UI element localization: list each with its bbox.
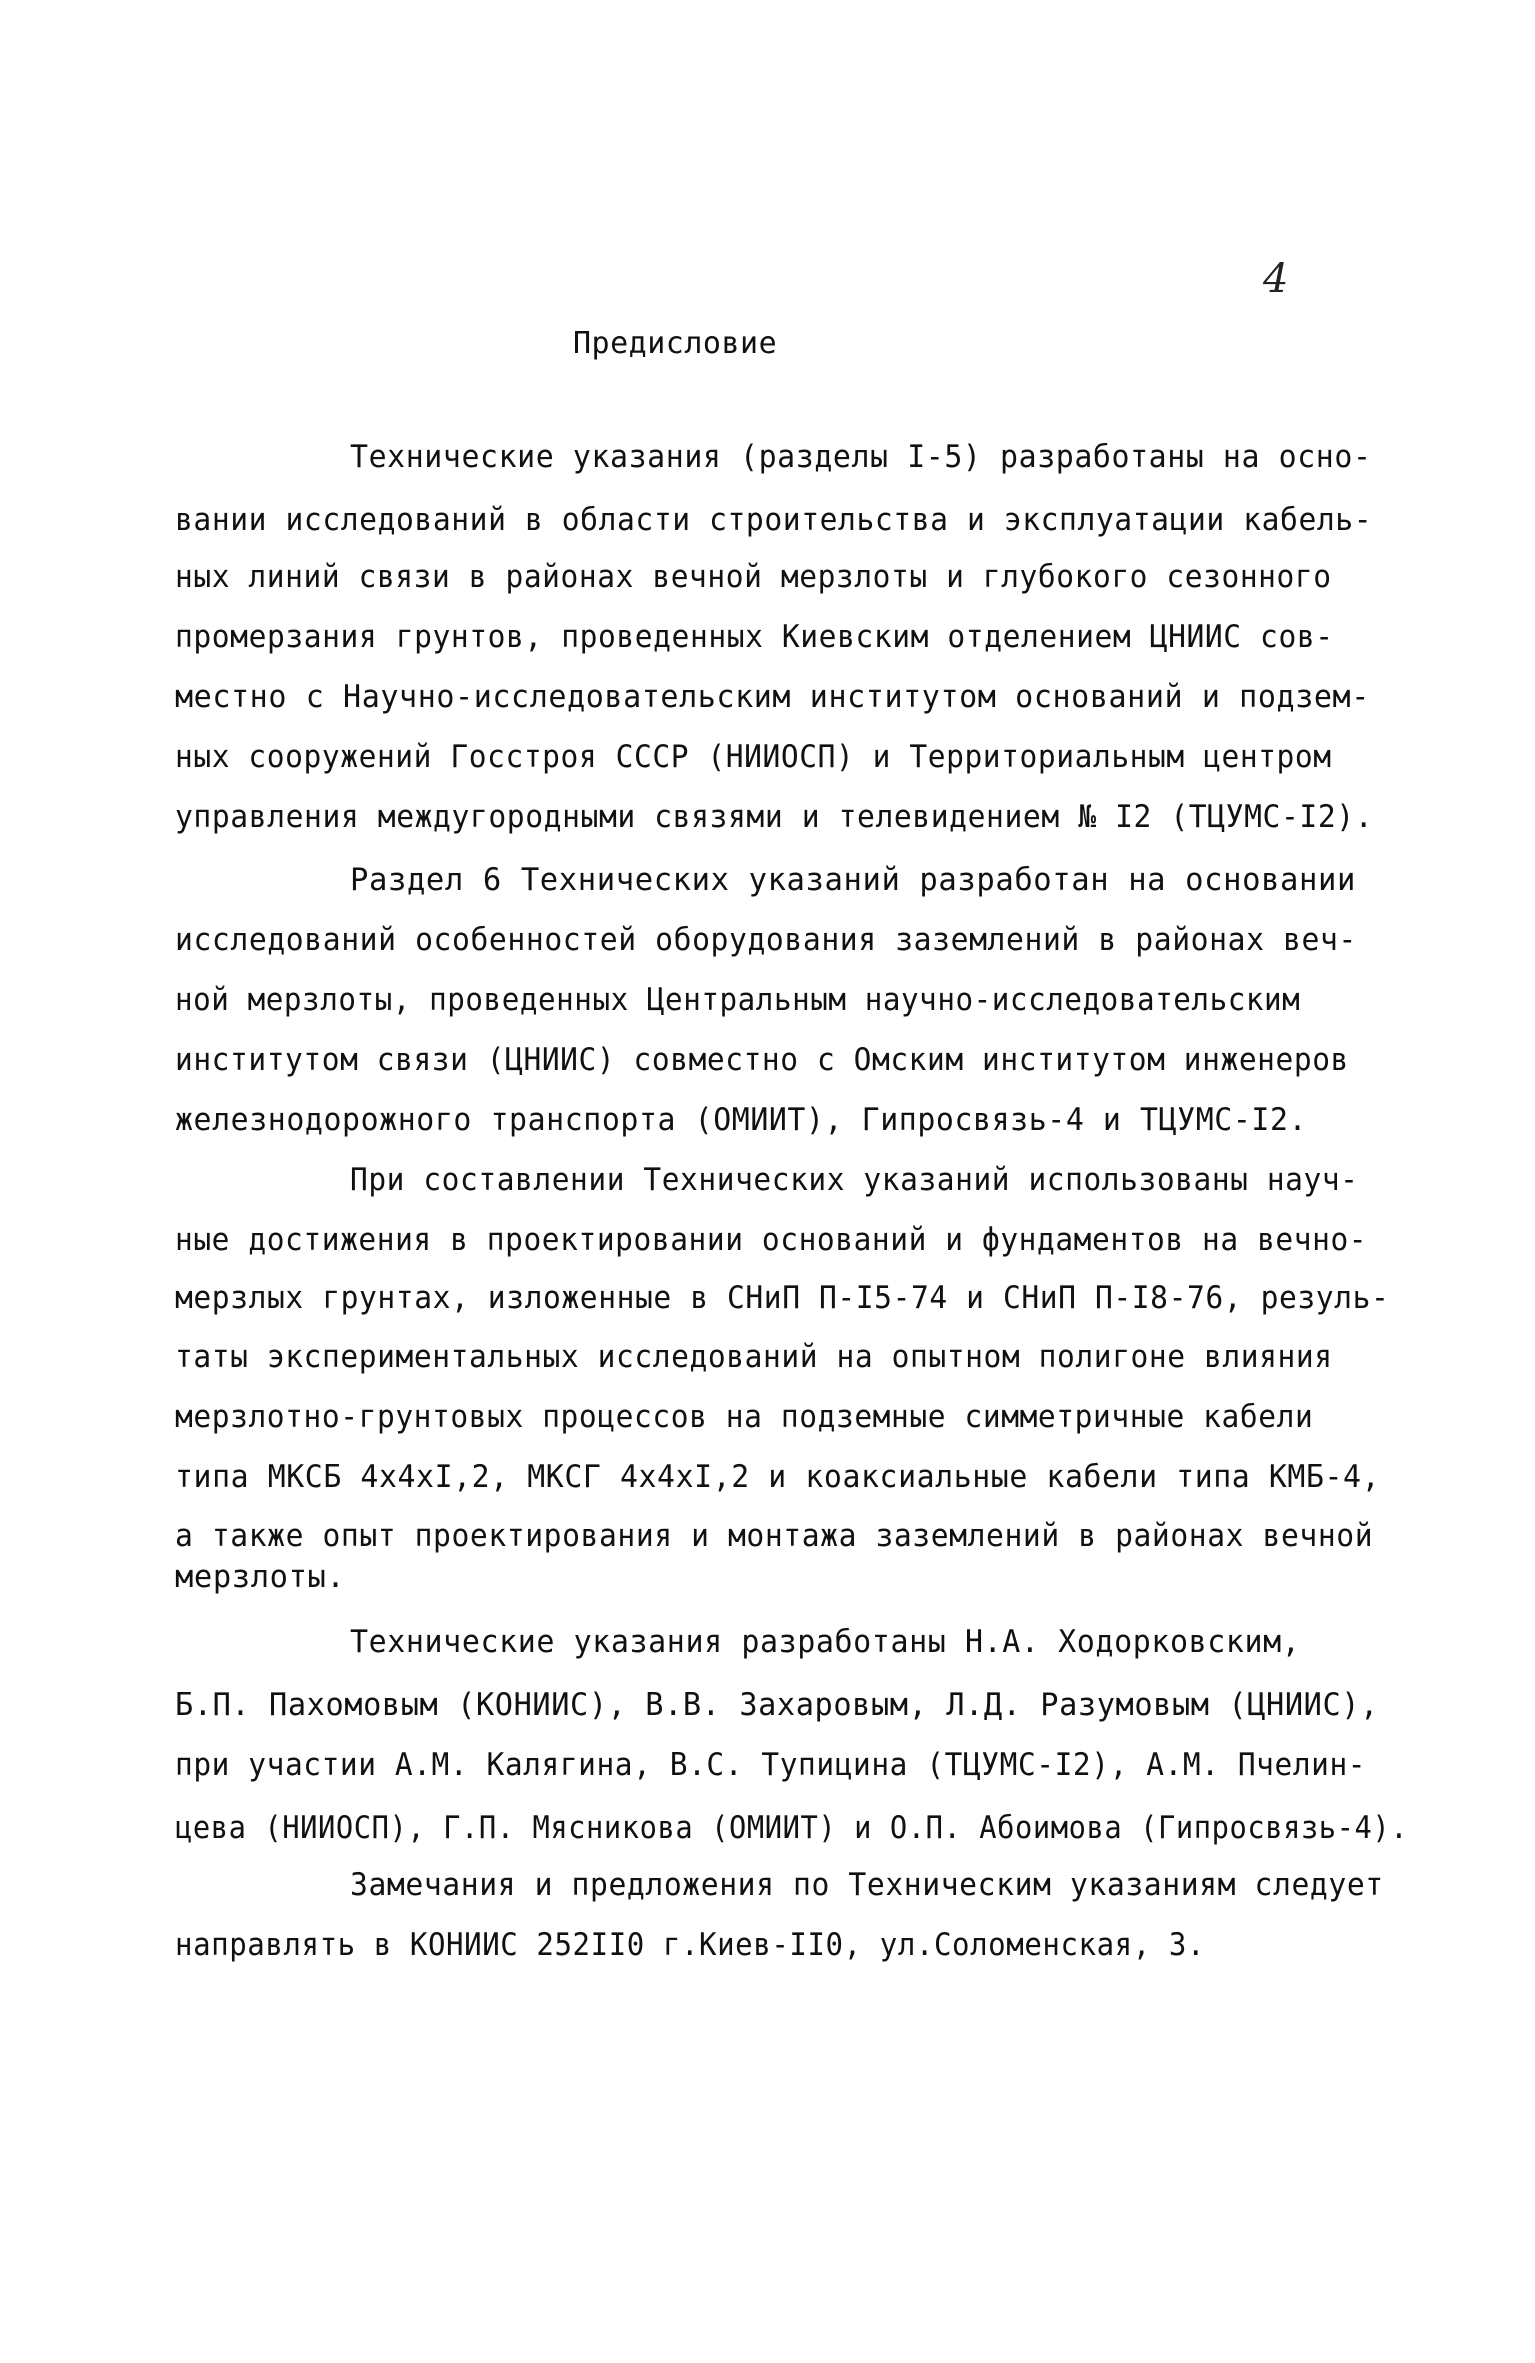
page-number: 4 (1263, 256, 1289, 302)
paragraph-line: местно с Научно-исследовательским институтом оснований и подзем- (175, 679, 1370, 715)
paragraph-line: институтом связи (ЦНИИС) совместно с Омским институтом инженеров (175, 1042, 1349, 1078)
paragraph-line: При составлении Технических указаний использованы науч- (350, 1162, 1359, 1198)
paragraph-line: мерзлых грунтах, изложенные в СНиП П-I5-74 и СНиП П-I8-76, резуль- (175, 1280, 1390, 1316)
paragraph-line: ной мерзлоты, проведенных Центральным научно-исследовательским (175, 982, 1301, 1018)
paragraph-line: мерзлотно-грунтовых процессов на подземные симметричные кабели (175, 1399, 1314, 1435)
paragraph-line: таты экспериментальных исследований на опытном полигоне влияния (175, 1339, 1333, 1375)
paragraph-line: а также опыт проектирования и монтажа заземлений в районах вечной (175, 1518, 1374, 1554)
paragraph-line: исследований особенностей оборудования заземлений в районах веч- (175, 922, 1357, 958)
paragraph-line: Замечания и предложения по Техническим указаниям следует (350, 1867, 1384, 1903)
paragraph-line: ные достижения в проектировании оснований и фундаментов на вечно- (175, 1222, 1368, 1258)
paragraph-line: Технические указания (разделы I-5) разработаны на осно- (350, 439, 1372, 475)
paragraph-line: при участии А.М. Калягина, В.С. Тупицина (ТЦУМС-I2), А.М. Пчелин- (175, 1747, 1367, 1783)
paragraph-line: ных линий связи в районах вечной мерзлоты и глубокого сезонного (175, 559, 1332, 595)
page-title: Предисловие (573, 326, 778, 361)
paragraph-line: Б.П. Пахомовым (КОНИИС), В.В. Захаровым, Л.Д. Разумовым (ЦНИИС), (175, 1687, 1379, 1723)
paragraph-line: Технические указания разработаны Н.А. Ходорковским, (350, 1624, 1301, 1660)
paragraph-line: промерзания грунтов, проведенных Киевским отделением ЦНИИС сов- (175, 619, 1334, 655)
paragraph-line: железнодорожного транспорта (ОМИИТ), Гипросвязь-4 и ТЦУМС-I2. (175, 1102, 1308, 1138)
paragraph-line: Раздел 6 Технических указаний разработан на основании (350, 862, 1356, 898)
paragraph-line: типа МКСБ 4х4хI,2, МКСГ 4х4хI,2 и коаксиальные кабели типа КМБ-4, (175, 1459, 1381, 1495)
paragraph-line: управления междугородными связями и телевидением № I2 (ТЦУМС-I2). (175, 799, 1374, 835)
paragraph-line: цева (НИИОСП), Г.П. Мясникова (ОМИИТ) и О.П. Абоимова (Гипросвязь-4). (175, 1810, 1409, 1846)
paragraph-line: ных сооружений Госстроя СССР (НИИОСП) и Территориальным центром (175, 739, 1332, 775)
paragraph-line: направлять в КОНИИС 252II0 г.Киев-II0, ул.Соломенская, 3. (175, 1927, 1206, 1963)
paragraph-line: вании исследований в области строительства и эксплуатации кабель- (175, 502, 1373, 538)
paragraph-line: мерзлоты. (175, 1559, 346, 1595)
